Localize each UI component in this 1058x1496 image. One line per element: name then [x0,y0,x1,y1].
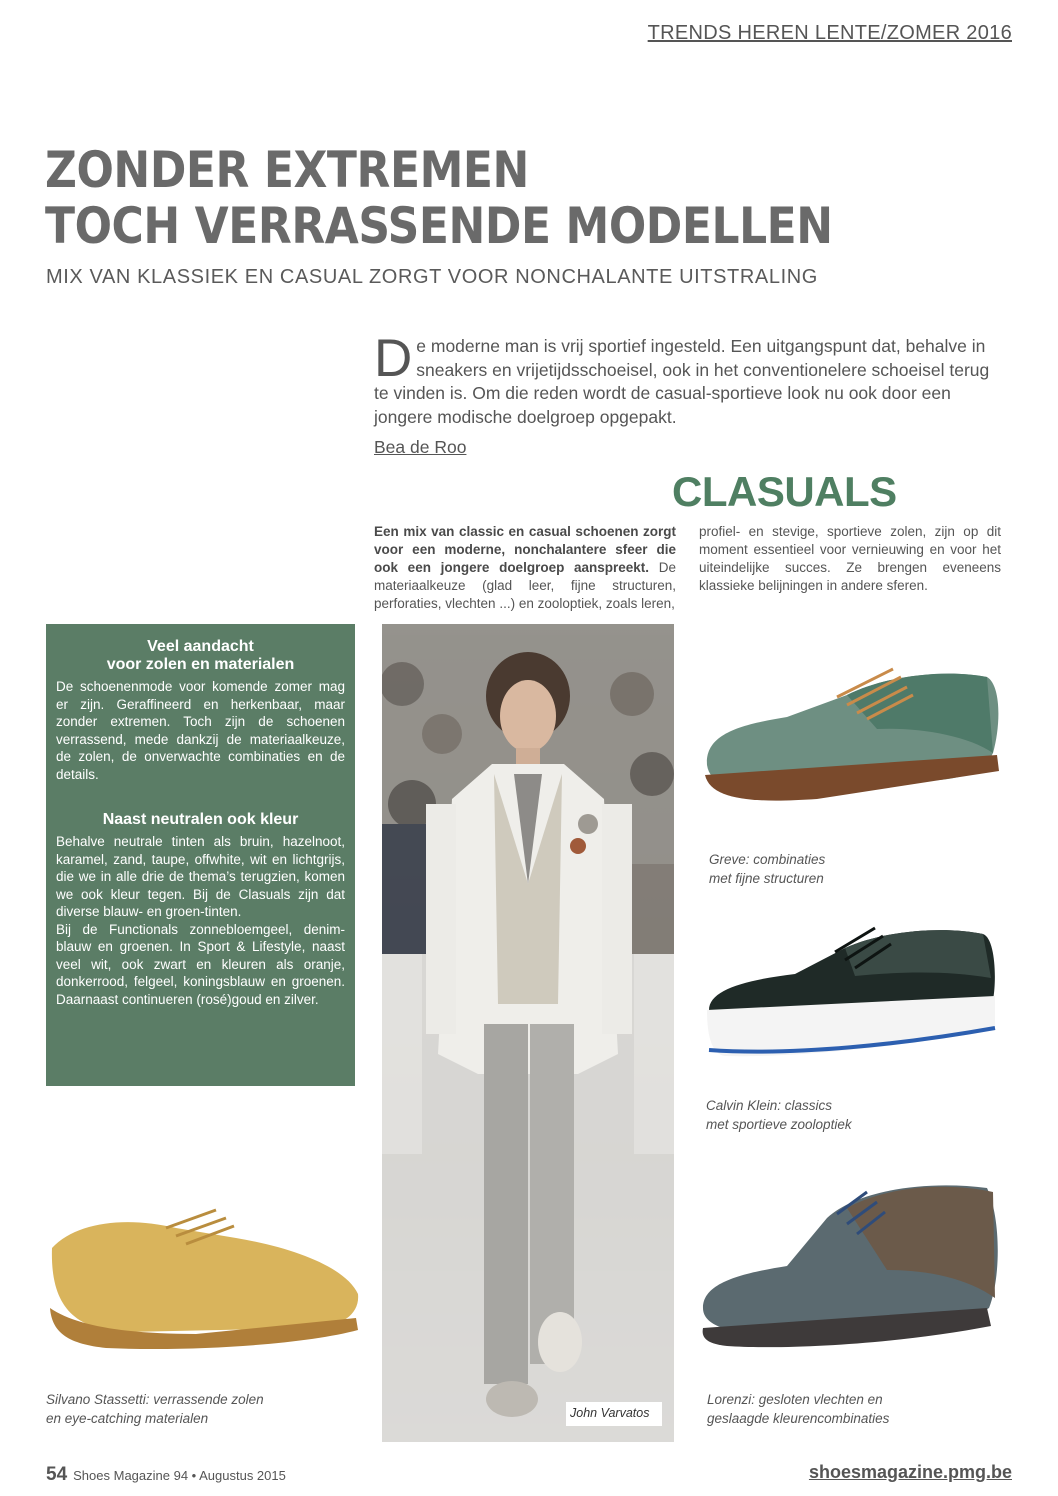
body-column-2: profiel- en stevige, sportieve zolen, zijn op dit moment essentieel voor vernieuwing en voor het uiteindelijke succes. Ze brengen eveneens klassieke belijningen in andere sferen. [699,524,1001,593]
page-subtitle: MIX VAN KLASSIEK EN CASUAL ZORGT VOOR NONCHALANTE UITSTRALING [46,266,818,288]
body-column-1 [374,523,676,613]
greve-caption: Greve: combinaties met fijne structuren [709,852,826,886]
lorenzi-shoe-image [697,1178,1003,1368]
runway-model-illustration [382,624,674,1442]
sidebar-text-2: Behalve neutrale tinten als bruin, hazelnoot, karamel, zand, taupe, offwhite, wit en lichtgrijs, die we in alle drie de thema’s terugzien, komen we ook kleur tegen. Bij de Clasuals zijn dat diverse blauw- en groen-tinten. Bij de Functionals zonnebloemgeel, denim-blauw en groenen. In Sport & Lifestyle, naast veel wit, ook zwart en kleuren als oranje, donkerrood, felgeel, koningsblauw en groenen. Daarnaast continueren (rosé)goud en zilver. [56,834,345,1007]
sidebar-heading-1-line-2: voor zolen en materialen [106,656,295,673]
calvin-klein-caption: Calvin Klein: classics met sportieve zooloptiek [706,1098,852,1132]
runway-caption: John Varvatos [566,1402,662,1426]
page-title [45,142,890,254]
intro-text: e moderne man is vrij sportief ingesteld. Een uitgangspunt dat, behalve in sneakers en vrijetijdsschoeisel, ook in het conventionelere schoeisel terug te vinden is. Om die reden wordt de casual-sportieve look nu ook door een jongere modische doelgroep opgepakt. [374,336,990,427]
silvano-stassetti-shoe-image [46,1208,362,1358]
greve-shoe-image [697,655,1003,815]
silvano-stassetti-caption: Silvano Stassetti: verrassende zolen en eye-catching materialen [46,1392,264,1426]
footer-issue [46,1464,286,1486]
body-lead-bold: Een mix van classic en casual schoenen zorgt voor een moderne, nonchalantere sfeer die ook een jongere doelgroep aanspreekt. [374,524,676,575]
section-label: TRENDS HEREN LENTE/ZOMER 2016 [647,22,1012,44]
sidebar-text-1: De schoenenmode voor komende zomer mag er zijn. Geraffineerd en herkenbaar, maar zonder extremen. Toch zijn de schoenen verrassend, mede dankzij de materiaalkeuze, de zolen, de onverwachte combinaties en de details. [56,679,345,782]
body-column-1-text: De materiaalkeuze (glad leer, fijne structuren, perforaties, vlechten ...) en zooloptiek, zoals leren, [374,560,676,611]
title-line-2: TOCH VERRASSENDE MODELLEN [45,197,833,255]
sidebar-heading-1-line-1: Veel aandacht [147,638,254,655]
website-link[interactable]: shoesmagazine.pmg.be [808,1462,1012,1482]
title-line-1: ZONDER EXTREMEN [45,141,529,199]
sidebar-heading-2: Naast neutralen ook kleur [102,811,299,828]
author-byline: Bea de Roo [374,437,467,457]
runway-photo [382,624,674,1442]
sidebar-heading-1 [56,638,345,674]
intro-dropcap: D [374,329,413,388]
lorenzi-caption: Lorenzi: gesloten vlechten en geslaagde kleurencombinaties [707,1392,890,1426]
section-heading: CLASUALS [672,468,897,515]
calvin-klein-shoe-image [705,918,997,1068]
sidebar-box [46,624,355,1086]
page-number: 54 [46,1464,68,1485]
issue-label: Shoes Magazine 94 • Augustus 2015 [73,1468,286,1483]
intro-paragraph [374,329,1004,429]
